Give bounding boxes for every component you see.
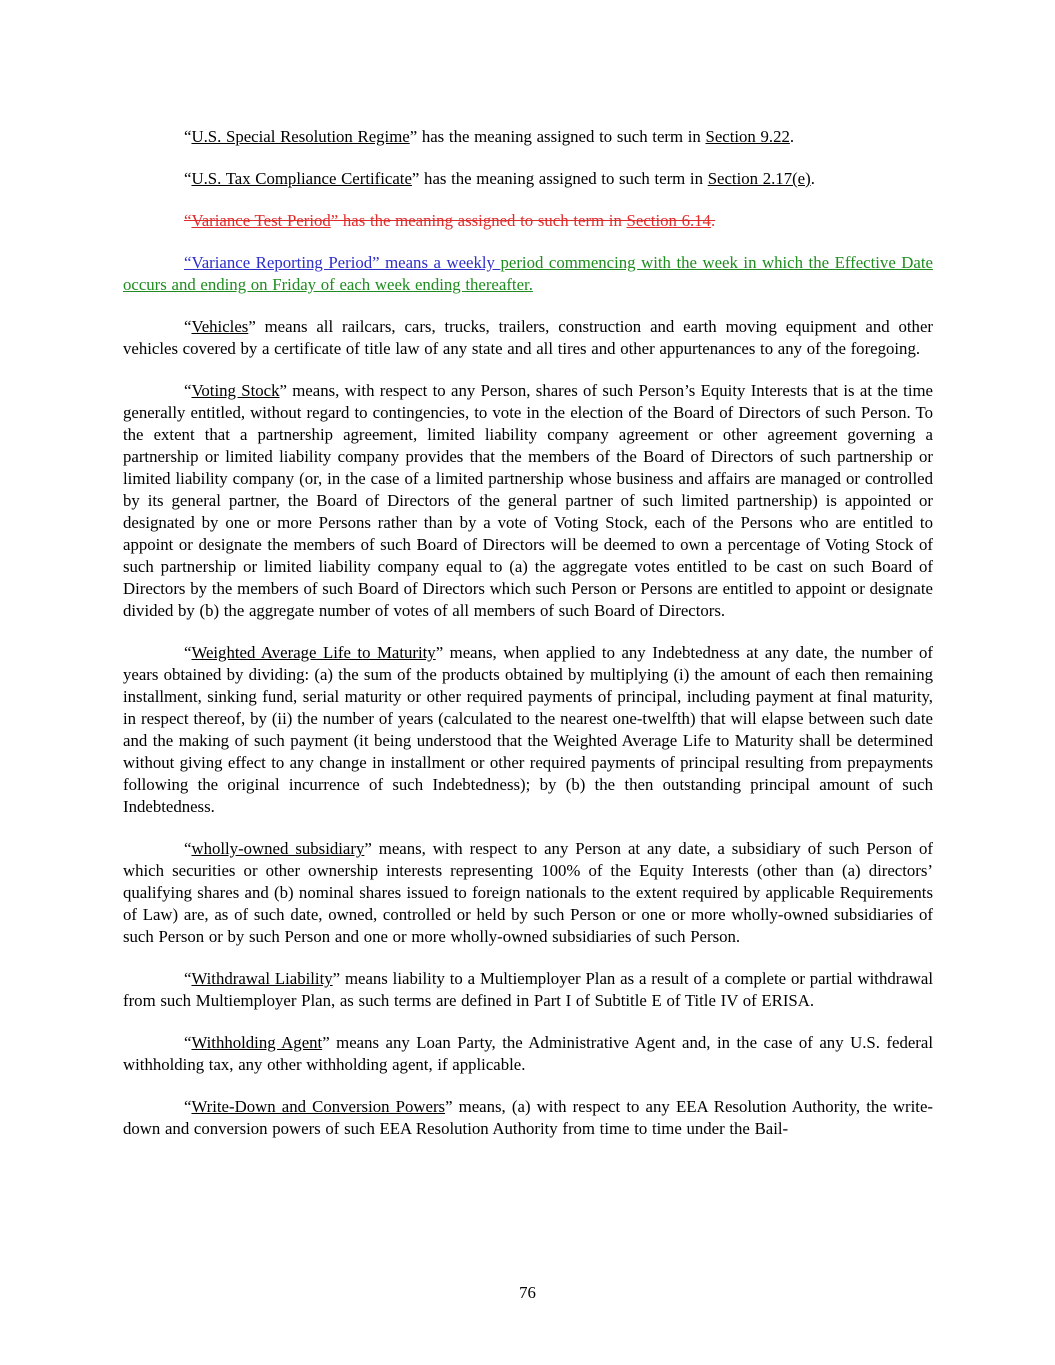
sentence-period: . [789,127,795,146]
defined-term: Weighted Average Life to Maturity [191,643,436,662]
open-quote: “ [184,127,192,146]
open-quote: “ [184,169,192,188]
definition-voting-stock [123,380,933,622]
open-quote: “ [184,969,192,988]
definition-weighted-average-life-to-maturity [123,642,933,818]
defined-term: U.S. Special Resolution Regime [191,127,410,146]
definition-write-down-and-conversion-powers [123,1096,933,1140]
definition-variance-reporting-period-inserted [123,252,933,296]
definition-us-tax-compliance-certificate [123,168,933,190]
definition-text: ” has the meaning assigned to such term in [409,127,706,146]
definition-withdrawal-liability [123,968,933,1012]
definition-text: ” has the meaning assigned to such term in [411,169,708,188]
open-quote: “ [184,381,192,400]
sentence-period: . [810,169,815,188]
definition-us-special-resolution-regime [123,126,933,148]
open-quote: “ [184,643,192,662]
document-page [123,126,933,1160]
defined-term: Write-Down and Conversion Powers [191,1097,446,1116]
defined-term: Withholding Agent [191,1033,323,1052]
definition-text: ” means liability to a Multiemployer Plan as a result of a complete or partial withdrawal from such Multiemployer Plan, as such terms are defined in Part I of Subtitle E of Title IV of ERISA. [123,969,933,1010]
open-quote: “ [184,1097,192,1116]
definition-text: ” means, with respect to any Person at any date, a subsidiary of such Person of which securities or other ownership interests representing 100% of the Equity Interests (other than (a) directors’ qualifying shares and (b) nominal shares issued to foreign nationals to the extent required by applicable Requirements of Law) are, as of such date, owned, controlled or held by such Person or one or more wholly-owned subsidiaries of such Person or by such Person and one or more wholly-owned subsidiaries of such Person. [123,839,934,946]
defined-term: Voting Stock [191,381,280,400]
open-quote: “ [184,317,192,336]
open-quote: “ [184,839,192,858]
inserted-text-green: period commencing with the week in which the Effective Date occurs and ending on Friday of each week ending thereafter. [123,253,933,294]
deleted-definition-text: ” has the meaning assigned to such term in [330,211,627,230]
definition-vehicles [123,316,933,360]
section-reference: Section 9.22 [705,127,790,146]
definition-text: ” means, when applied to any Indebtedness at any date, the number of years obtained by dividing: (a) the sum of the products obtained by multiplying (i) the amount of each then remaining installment, sinking fund, serial maturity or other required payments of principal, including payment at final maturity, in respect thereof, by (ii) the number of years (calculated to the nearest one-twelfth) that will elapse between such date and the making of such payment (it being understood that the Weighted Average Life to Maturity shall be determined without giving effect to any change in installment or other required payments of principal resulting from prepayments following the original incurrence of such Indebtedness); by (b) the then outstanding principal amount of such Indebtedness. [123,643,933,816]
definition-text: ” means any Loan Party, the Administrative Agent and, in the case of any U.S. federal withholding tax, any other withholding agent, if applicable. [123,1033,933,1074]
definition-text: ” means all railcars, cars, trucks, trailers, construction and earth moving equipment and other vehicles covered by a certificate of title law of any state and all tires and other appurtenances to any of the foregoing. [123,317,933,358]
deleted-sentence-period: . [710,211,716,230]
defined-term: Withdrawal Liability [191,969,333,988]
definition-withholding-agent [123,1032,933,1076]
inserted-text-blue: “Variance Reporting Period” means a weekly [184,253,501,272]
definition-variance-test-period-deleted [123,210,933,232]
defined-term: Vehicles [191,317,249,336]
definition-text: ” means, (a) with respect to any EEA Resolution Authority, the write-down and conversion powers of such EEA Resolution Authority from time to time under the Bail- [123,1097,933,1138]
deleted-section-reference: Section 6.14 [626,211,711,230]
open-quote: “ [184,1033,192,1052]
page-number: 76 [519,1283,536,1302]
deleted-defined-term: Variance Test Period [191,211,331,230]
definition-text: ” means, with respect to any Person, shares of such Person’s Equity Interests that is at the time generally entitled, without regard to contingencies, to vote in the election of the Board of Directors of such Person. To the extent that a partnership agreement, limited liability company agreement or other agreement governing a partnership or limited liability company provides that the members of the Board of Directors of such partnership or limited liability company (or, in the case of a limited partnership whose business and affairs are managed or controlled by its general partner, the Board of Directors of the general partner of such limited partnership) is appointed or designated by one or more Persons rather than by a vote of Voting Stock, each of the Persons who are entitled to appoint or designate the members of such Board of Directors will be deemed to own a percentage of Voting Stock of such partnership or limited liability company equal to (a) the aggregate votes entitled to be cast on such Board of Directors by the members of such Board of Directors which such Person or Persons are entitled to appoint or designate divided by (b) the aggregate number of votes of all members of such Board of Directors. [123,381,933,620]
defined-term: wholly-owned subsidiary [191,839,365,858]
section-reference: Section 2.17(e) [707,169,811,188]
defined-term: U.S. Tax Compliance Certificate [191,169,412,188]
deleted-open-quote: “ [184,211,192,230]
definition-wholly-owned-subsidiary [123,838,933,948]
